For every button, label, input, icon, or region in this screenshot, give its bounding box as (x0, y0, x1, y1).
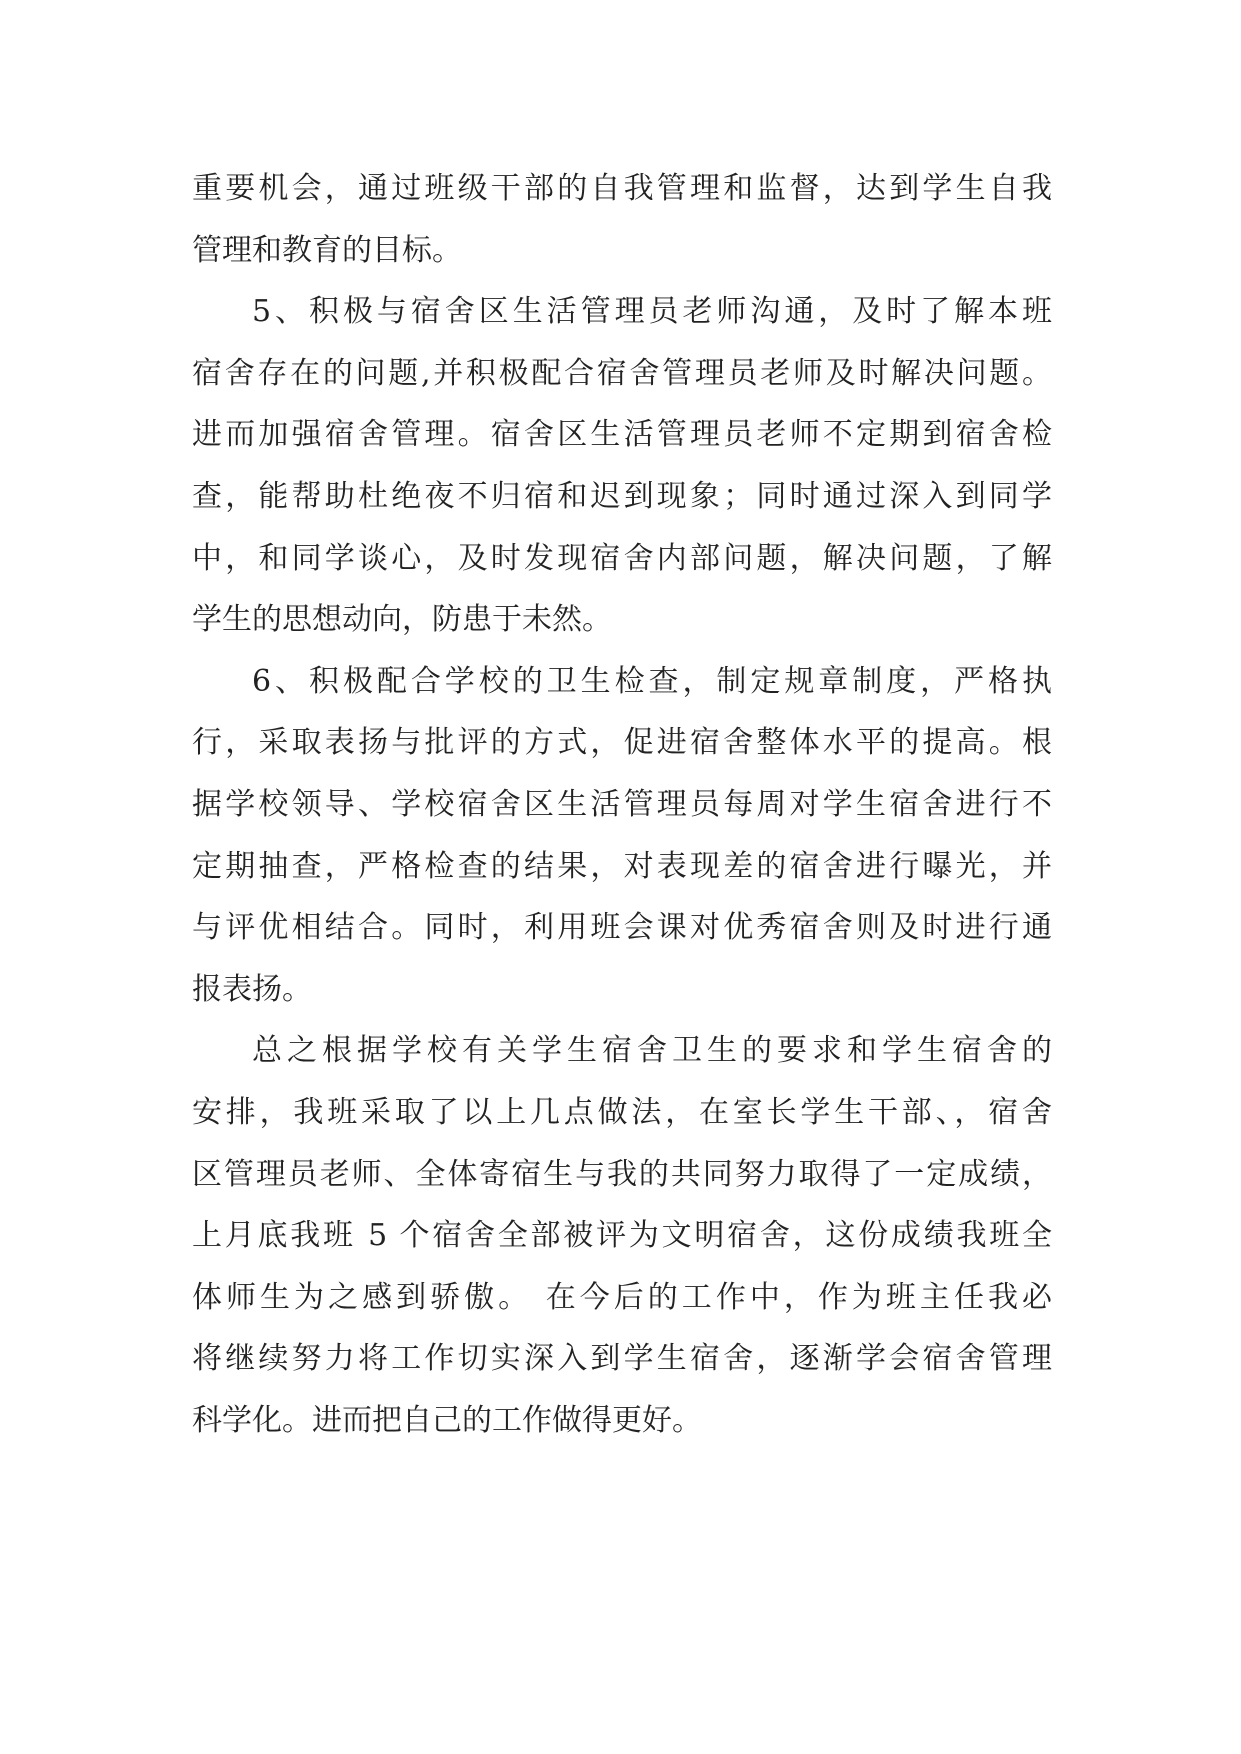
text-line: 上月底我班 5 个宿舍全部被评为文明宿舍，这份成绩我班全 (192, 1218, 1052, 1254)
text-line: 安排，我班采取了以上几点做法，在室长学生干部、，宿舍 (192, 1094, 1052, 1130)
text-line: 进而加强宿舍管理。宿舍区生活管理员老师不定期到宿舍检 (192, 417, 1052, 453)
text-line: 6、积极配合学校的卫生检查，制定规章制度，严格执 (252, 663, 1052, 699)
text-line: 科学化。进而把自己的工作做得更好。 (192, 1402, 702, 1438)
text-line: 总之根据学校有关学生宿舍卫生的要求和学生宿舍的 (252, 1033, 1052, 1069)
text-line: 区管理员老师、全体寄宿生与我的共同努力取得了一定成绩， (192, 1156, 1052, 1192)
text-line: 报表扬。 (192, 971, 312, 1007)
text-line: 据学校领导、学校宿舍区生活管理员每周对学生宿舍进行不 (192, 786, 1052, 822)
document-body (192, 158, 1052, 1451)
text-line: 定期抽查，严格检查的结果，对表现差的宿舍进行曝光，并 (192, 848, 1052, 884)
text-line: 学生的思想动向，防患于未然。 (192, 602, 612, 638)
text-line: 查，能帮助杜绝夜不归宿和迟到现象；同时通过深入到同学 (192, 478, 1052, 514)
text-line: 行，采取表扬与批评的方式，促进宿舍整体水平的提高。根 (192, 725, 1052, 761)
text-line: 中，和同学谈心，及时发现宿舍内部问题，解决问题，了解 (192, 540, 1052, 576)
text-line: 重要机会，通过班级干部的自我管理和监督，达到学生自我 (192, 171, 1052, 206)
text-line: 将继续努力将工作切实深入到学生宿舍，逐渐学会宿舍管理 (192, 1341, 1052, 1377)
text-line: 管理和教育的目标。 (192, 232, 462, 268)
text-line: 5、积极与宿舍区生活管理员老师沟通，及时了解本班 (252, 294, 1052, 330)
text-line: 宿舍存在的问题,并积极配合宿舍管理员老师及时解决问题。 (192, 355, 1052, 391)
text-line: 与评优相结合。同时，利用班会课对优秀宿舍则及时进行通 (192, 910, 1052, 946)
text-line: 体师生为之感到骄傲。 在今后的工作中，作为班主任我必 (192, 1279, 1052, 1315)
